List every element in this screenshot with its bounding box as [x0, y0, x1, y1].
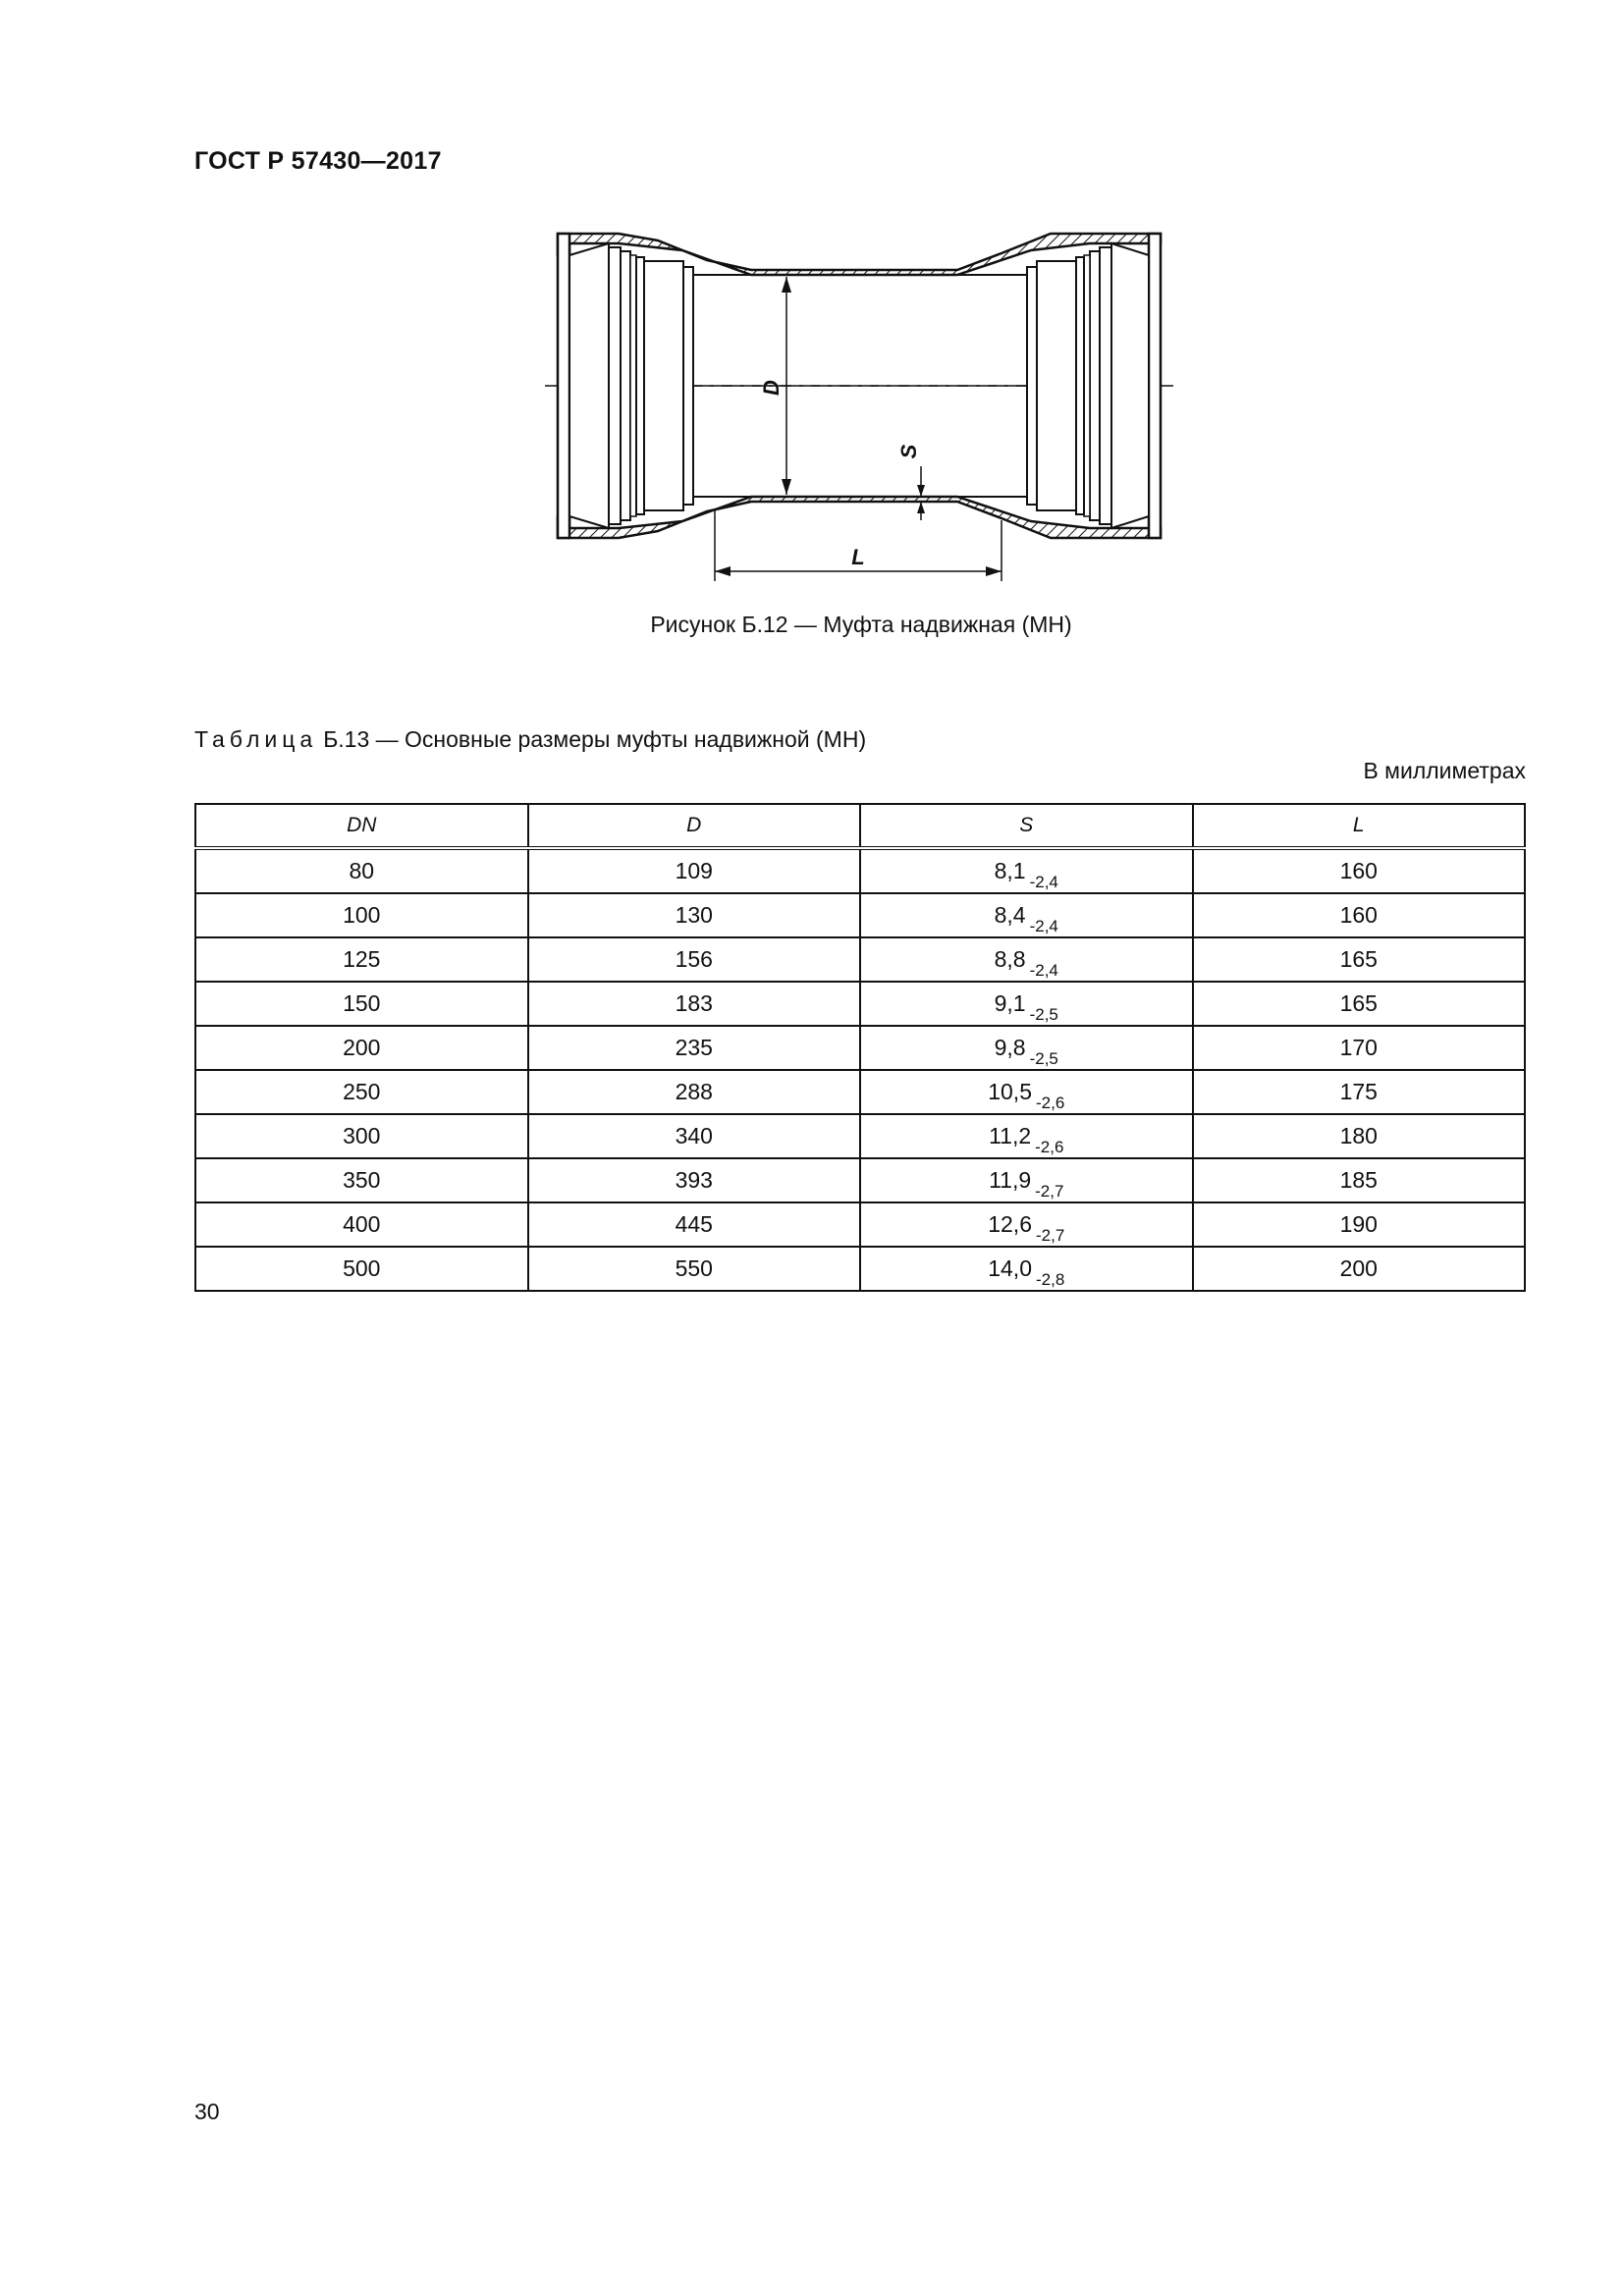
cell-l: 160	[1193, 893, 1526, 937]
cell-d: 288	[528, 1070, 861, 1114]
table-caption-text: Б.13 — Основные размеры муфты надвижной (МН)	[323, 726, 867, 752]
cell-s	[860, 848, 1193, 893]
cell-l: 180	[1193, 1114, 1526, 1158]
cell-d: 445	[528, 1202, 861, 1247]
cell-d: 183	[528, 982, 861, 1026]
cell-s-tolerance: -2,8	[1035, 1270, 1065, 1289]
cell-s	[860, 1158, 1193, 1202]
cell-s-value: 8,4	[994, 902, 1026, 928]
cell-l: 165	[1193, 937, 1526, 982]
cell-dn: 300	[195, 1114, 528, 1158]
table-row	[195, 1070, 1525, 1114]
header-dn: DN	[195, 804, 528, 848]
cell-d: 130	[528, 893, 861, 937]
table-header-row	[195, 804, 1525, 848]
header-d: D	[528, 804, 861, 848]
dimension-d-label: D	[759, 380, 784, 396]
cell-d: 109	[528, 848, 861, 893]
cell-dn: 150	[195, 982, 528, 1026]
cell-s	[860, 893, 1193, 937]
cell-dn: 200	[195, 1026, 528, 1070]
cell-dn: 350	[195, 1158, 528, 1202]
cell-s-value: 10,5	[988, 1079, 1032, 1104]
cell-s	[860, 1202, 1193, 1247]
dimension-l-label: L	[851, 545, 865, 569]
cell-s-value: 8,8	[994, 946, 1026, 972]
cell-s-value: 11,9	[989, 1167, 1032, 1193]
header-s: S	[860, 804, 1193, 848]
cell-s	[860, 1114, 1193, 1158]
cell-l: 200	[1193, 1247, 1526, 1291]
dimensions-table	[194, 803, 1526, 1292]
cell-s-tolerance: -2,4	[1029, 961, 1058, 980]
cell-d: 235	[528, 1026, 861, 1070]
cell-l: 170	[1193, 1026, 1526, 1070]
cell-s-value: 11,2	[989, 1123, 1032, 1148]
document-header: ГОСТ Р 57430—2017	[194, 147, 442, 175]
cell-l: 165	[1193, 982, 1526, 1026]
cell-d: 393	[528, 1158, 861, 1202]
cell-l: 185	[1193, 1158, 1526, 1202]
cell-l: 175	[1193, 1070, 1526, 1114]
cell-dn: 500	[195, 1247, 528, 1291]
cell-s	[860, 1026, 1193, 1070]
cell-s-tolerance: -2,7	[1035, 1182, 1064, 1201]
table-row	[195, 1026, 1525, 1070]
table-row	[195, 1158, 1525, 1202]
table-row	[195, 893, 1525, 937]
dimension-s-label: S	[896, 444, 921, 459]
figure-caption: Рисунок Б.12 — Муфта надвижная (МН)	[650, 612, 1072, 637]
cell-s-value: 9,1	[994, 990, 1026, 1016]
cell-s-tolerance: -2,5	[1029, 1005, 1058, 1024]
cell-d: 550	[528, 1247, 861, 1291]
cell-s-tolerance: -2,6	[1035, 1094, 1065, 1112]
cell-dn: 400	[195, 1202, 528, 1247]
cell-dn: 80	[195, 848, 528, 893]
cell-s-value: 14,0	[988, 1255, 1032, 1281]
cell-s	[860, 937, 1193, 982]
table-row	[195, 1202, 1525, 1247]
header-l: L	[1193, 804, 1526, 848]
cell-s-value: 12,6	[988, 1211, 1032, 1237]
table-row	[195, 1247, 1525, 1291]
cell-dn: 100	[195, 893, 528, 937]
cell-s-tolerance: -2,6	[1035, 1138, 1064, 1156]
cell-s-value: 8,1	[994, 858, 1026, 883]
cell-d: 340	[528, 1114, 861, 1158]
cell-s-tolerance: -2,4	[1029, 873, 1058, 891]
cell-l: 160	[1193, 848, 1526, 893]
cell-s-value: 9,8	[994, 1035, 1026, 1060]
table-row	[195, 937, 1525, 982]
cell-s	[860, 1247, 1193, 1291]
cell-dn: 250	[195, 1070, 528, 1114]
coupling-drawing	[511, 216, 1178, 589]
units-note: В миллиметрах	[1363, 758, 1526, 783]
table-row	[195, 982, 1525, 1026]
cell-l: 190	[1193, 1202, 1526, 1247]
cell-s	[860, 982, 1193, 1026]
cell-s-tolerance: -2,4	[1029, 917, 1058, 935]
table-caption-prefix: Таблица	[194, 726, 318, 752]
table-row	[195, 848, 1525, 893]
cell-s	[860, 1070, 1193, 1114]
page-number: 30	[194, 2099, 220, 2124]
cell-s-tolerance: -2,5	[1029, 1049, 1058, 1068]
cell-d: 156	[528, 937, 861, 982]
cell-s-tolerance: -2,7	[1035, 1226, 1065, 1245]
table-row	[195, 1114, 1525, 1158]
table-caption	[194, 726, 866, 753]
cell-dn: 125	[195, 937, 528, 982]
